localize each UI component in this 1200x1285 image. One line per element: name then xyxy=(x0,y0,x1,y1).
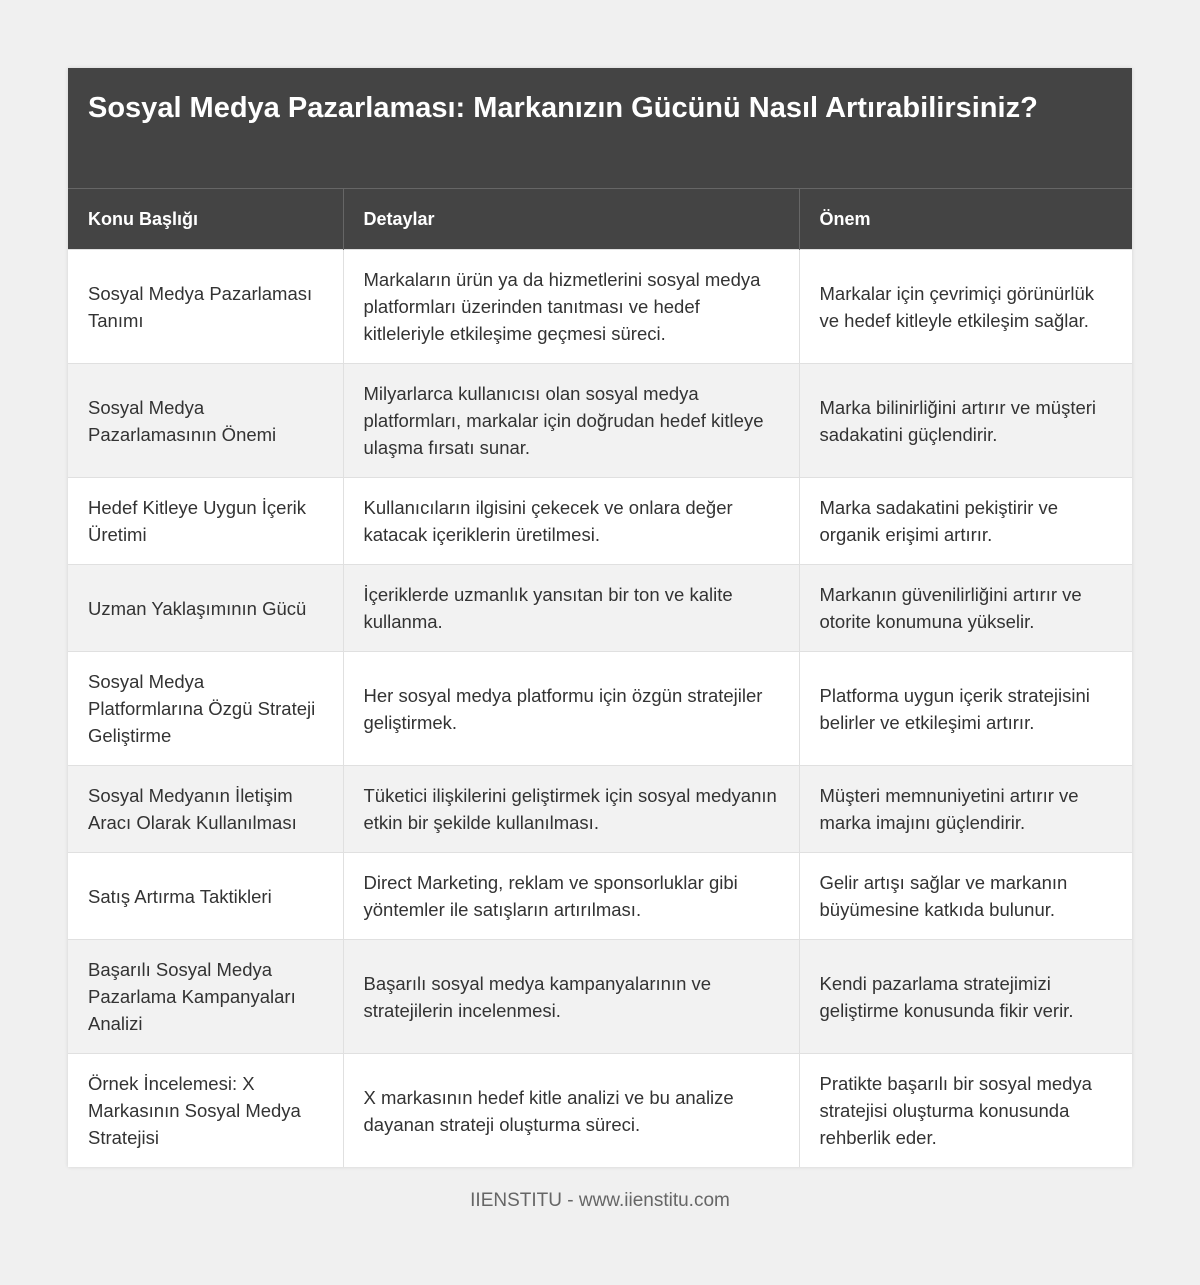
cell-details: Her sosyal medya platformu için özgün stratejiler geliştirmek. xyxy=(343,652,799,766)
table-row xyxy=(68,766,1132,853)
cell-details: Başarılı sosyal medya kampanyalarının ve stratejilerin incelenmesi. xyxy=(343,940,799,1054)
cell-importance: Kendi pazarlama stratejimizi geliştirme konusunda fikir verir. xyxy=(799,940,1132,1054)
table-header-row xyxy=(68,189,1132,250)
footer-credit: IIENSTITU - www.iienstitu.com xyxy=(470,1190,730,1211)
table-row xyxy=(68,565,1132,652)
cell-topic: Sosyal Medya Pazarlamasının Önemi xyxy=(68,364,343,478)
cell-importance: Marka sadakatini pekiştirir ve organik erişimi artırır. xyxy=(799,478,1132,565)
cell-topic: Satış Artırma Taktikleri xyxy=(68,853,343,940)
cell-details: Direct Marketing, reklam ve sponsorluklar gibi yöntemler ile satışların artırılması. xyxy=(343,853,799,940)
content-card xyxy=(68,68,1132,1167)
cell-details: Tüketici ilişkilerini geliştirmek için sosyal medyanın etkin bir şekilde kullanılması. xyxy=(343,766,799,853)
cell-topic: Hedef Kitleye Uygun İçerik Üretimi xyxy=(68,478,343,565)
cell-topic: Sosyal Medya Platformlarına Özgü Strateji Geliştirme xyxy=(68,652,343,766)
cell-topic: Sosyal Medya Pazarlaması Tanımı xyxy=(68,250,343,364)
cell-importance: Markalar için çevrimiçi görünürlük ve hedef kitleyle etkileşim sağlar. xyxy=(799,250,1132,364)
cell-topic: Örnek İncelemesi: X Markasının Sosyal Medya Stratejisi xyxy=(68,1054,343,1168)
column-header-importance: Önem xyxy=(799,189,1132,250)
cell-topic: Uzman Yaklaşımının Gücü xyxy=(68,565,343,652)
cell-importance: Platforma uygun içerik stratejisini belirler ve etkileşimi artırır. xyxy=(799,652,1132,766)
cell-details: Markaların ürün ya da hizmetlerini sosyal medya platformları üzerinden tanıtması ve hedef kitleleriyle etkileşime geçmesi süreci. xyxy=(343,250,799,364)
page-title: Sosyal Medya Pazarlaması: Markanızın Gücünü Nasıl Artırabilirsiniz? xyxy=(68,68,1132,188)
cell-topic: Başarılı Sosyal Medya Pazarlama Kampanyaları Analizi xyxy=(68,940,343,1054)
table-row xyxy=(68,250,1132,364)
cell-importance: Gelir artışı sağlar ve markanın büyümesine katkıda bulunur. xyxy=(799,853,1132,940)
topics-table xyxy=(68,188,1132,1167)
cell-importance: Pratikte başarılı bir sosyal medya stratejisi oluşturma konusunda rehberlik eder. xyxy=(799,1054,1132,1168)
cell-details: Milyarlarca kullanıcısı olan sosyal medya platformları, markalar için doğrudan hedef kitleye ulaşma fırsatı sunar. xyxy=(343,364,799,478)
cell-importance: Müşteri memnuniyetini artırır ve marka imajını güçlendirir. xyxy=(799,766,1132,853)
cell-importance: Markanın güvenilirliğini artırır ve otorite konumuna yükselir. xyxy=(799,565,1132,652)
table-row xyxy=(68,364,1132,478)
cell-details: İçeriklerde uzmanlık yansıtan bir ton ve kalite kullanma. xyxy=(343,565,799,652)
cell-importance: Marka bilinirliğini artırır ve müşteri sadakatini güçlendirir. xyxy=(799,364,1132,478)
table-row xyxy=(68,853,1132,940)
table-row xyxy=(68,1054,1132,1168)
column-header-details: Detaylar xyxy=(343,189,799,250)
table-row xyxy=(68,478,1132,565)
cell-details: X markasının hedef kitle analizi ve bu analize dayanan strateji oluşturma süreci. xyxy=(343,1054,799,1168)
cell-details: Kullanıcıların ilgisini çekecek ve onlara değer katacak içeriklerin üretilmesi. xyxy=(343,478,799,565)
table-row xyxy=(68,940,1132,1054)
column-header-topic: Konu Başlığı xyxy=(68,189,343,250)
cell-topic: Sosyal Medyanın İletişim Aracı Olarak Kullanılması xyxy=(68,766,343,853)
table-row xyxy=(68,652,1132,766)
